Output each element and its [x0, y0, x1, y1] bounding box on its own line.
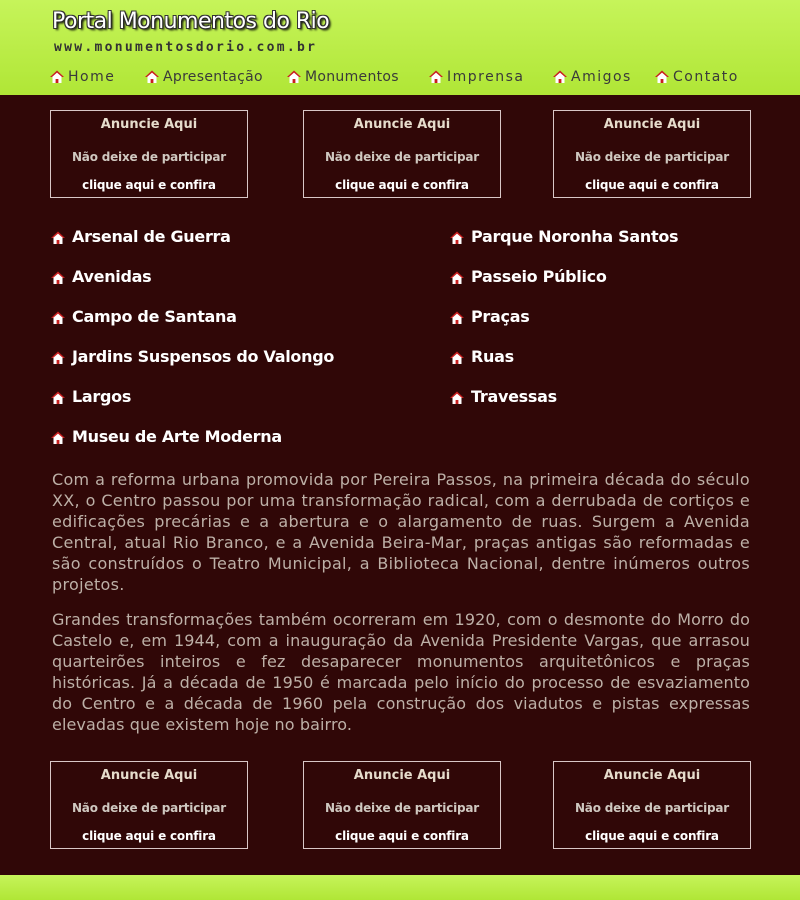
link-museu-de-arte-moderna[interactable]: [51, 427, 282, 446]
link-label: Praças: [471, 307, 530, 326]
house-icon: [51, 350, 65, 364]
ad-box-bottom-left[interactable]: [50, 761, 248, 849]
nav-label: Amigos: [571, 69, 632, 85]
link-label: Campo de Santana: [72, 307, 237, 326]
nav-home[interactable]: [50, 69, 115, 85]
link-avenidas[interactable]: [51, 267, 151, 286]
link-jardins-suspensos-do-valongo[interactable]: [51, 347, 334, 366]
ad-title: Anuncie Aqui: [100, 117, 198, 132]
link-arsenal-de-guerra[interactable]: [51, 227, 231, 246]
link-label: Passeio Público: [471, 267, 607, 286]
link-campo-de-santana[interactable]: [51, 307, 237, 326]
link-travessas[interactable]: [450, 387, 557, 406]
house-icon: [287, 70, 301, 84]
house-icon: [450, 270, 464, 284]
house-icon: [51, 230, 65, 244]
ad-line-1: Não deixe de participar: [574, 150, 730, 164]
ad-box-top-right[interactable]: [553, 110, 751, 198]
nav-label: Imprensa: [447, 69, 525, 85]
nav-contato[interactable]: [655, 69, 739, 85]
house-icon: [429, 70, 443, 84]
ad-title: Anuncie Aqui: [353, 117, 451, 132]
house-icon: [450, 310, 464, 324]
link-pracas[interactable]: [450, 307, 529, 326]
house-icon: [50, 70, 64, 84]
ad-box-top-left[interactable]: [50, 110, 248, 198]
intro-paragraph-2: Grandes transformações também ocorreram em 1920, com o desmonte do Morro do Castelo e, em 1944, com a inauguração da Avenida Presidente Vargas, que arrasou quarteirões inteiros e fez desaparecer monumentos arquitetônicos e praças históricas. Já a década de 1950 é marcada pelo início do processo de esvaziamento do Centro e a década de 1960 pela construção dos viadutos e pistas expressas elevadas que existem hoje no bairro.: [52, 610, 750, 734]
house-icon: [51, 310, 65, 324]
link-largos[interactable]: [51, 387, 131, 406]
house-icon: [450, 350, 464, 364]
nav-monumentos[interactable]: [287, 69, 399, 85]
nav-label: Monumentos: [305, 69, 399, 85]
nav-label: Home: [68, 69, 116, 85]
link-label: Arsenal de Guerra: [72, 227, 231, 246]
ad-line-2: clique aqui e confira: [335, 829, 469, 843]
link-ruas[interactable]: [450, 347, 514, 366]
link-label: Largos: [72, 387, 132, 406]
ad-line-2: clique aqui e confira: [585, 178, 719, 192]
header: [0, 0, 800, 95]
house-icon: [145, 70, 159, 84]
house-icon: [450, 390, 464, 404]
nav-label: Contato: [673, 69, 739, 85]
ad-title: Anuncie Aqui: [100, 768, 198, 783]
link-passeio-publico[interactable]: [450, 267, 607, 286]
house-icon: [51, 430, 65, 444]
house-icon: [51, 390, 65, 404]
nav-imprensa[interactable]: [429, 69, 524, 85]
nav-amigos[interactable]: [553, 69, 632, 85]
intro-paragraph-1: Com a reforma urbana promovida por Pereira Passos, na primeira década do século XX, o Centro passou por uma transformação radical, com a derrubada de cortiços e edificações precárias e a abertura e o alargamento de ruas. Surgem a Avenida Central, atual Rio Branco, e a Avenida Beira-Mar, praças antigas são reformadas e são construídos o Teatro Municipal, a Biblioteca Nacional, dentre inúmeros outros projetos.: [52, 470, 750, 594]
link-label: Jardins Suspensos do Valongo: [72, 347, 335, 366]
link-label: Parque Noronha Santos: [471, 227, 679, 246]
link-label: Travessas: [471, 387, 557, 406]
ad-line-1: Não deixe de participar: [324, 801, 480, 815]
ad-line-2: clique aqui e confira: [335, 178, 469, 192]
ad-line-2: clique aqui e confira: [82, 829, 216, 843]
link-label: Ruas: [471, 347, 514, 366]
link-label: Museu de Arte Moderna: [72, 427, 282, 446]
house-icon: [553, 70, 567, 84]
nav-apresentacao[interactable]: [145, 69, 263, 85]
ad-title: Anuncie Aqui: [353, 768, 451, 783]
ad-line-1: Não deixe de participar: [71, 150, 227, 164]
link-label: Avenidas: [72, 267, 152, 286]
ad-line-2: clique aqui e confira: [585, 829, 719, 843]
ad-line-1: Não deixe de participar: [71, 801, 227, 815]
ad-line-1: Não deixe de participar: [324, 150, 480, 164]
house-icon: [655, 70, 669, 84]
ad-box-top-center[interactable]: [303, 110, 501, 198]
ad-box-bottom-right[interactable]: [553, 761, 751, 849]
house-icon: [51, 270, 65, 284]
link-parque-noronha-santos[interactable]: [450, 227, 678, 246]
site-url[interactable]: www.monumentosdorio.com.br: [54, 40, 318, 55]
ad-line-1: Não deixe de participar: [574, 801, 730, 815]
footer-bar: [0, 875, 800, 900]
site-title[interactable]: Portal Monumentos do Rio: [52, 9, 330, 34]
ad-title: Anuncie Aqui: [603, 117, 701, 132]
house-icon: [450, 230, 464, 244]
ad-line-2: clique aqui e confira: [82, 178, 216, 192]
ad-title: Anuncie Aqui: [603, 768, 701, 783]
ad-box-bottom-center[interactable]: [303, 761, 501, 849]
nav-label: Apresentação: [163, 69, 263, 85]
